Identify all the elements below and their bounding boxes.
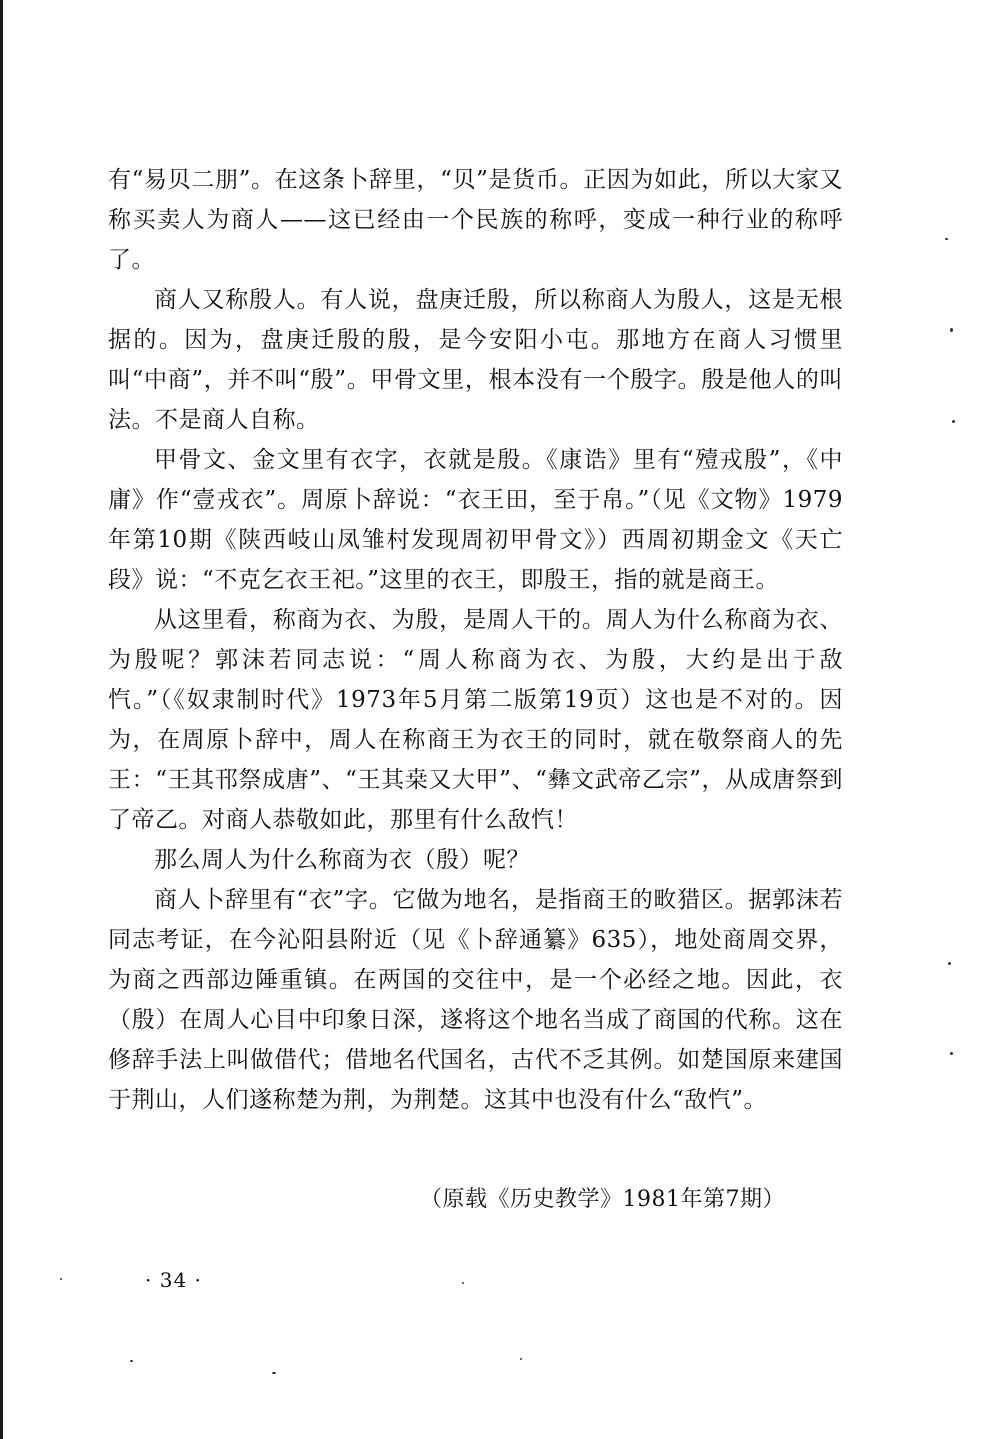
source-note: （原载《历史教学》1981年第7期） xyxy=(420,1187,785,1212)
scan-speck xyxy=(948,962,951,965)
scan-speck xyxy=(950,1052,953,1055)
paragraph-6: 商人卜辞里有“衣”字。它做为地名，是指商王的畋猎区。据郭沫若同志考证，在今沁阳县附近（见《卜辞通纂》635），地处商周交界，为商之西部边陲重镇。在两国的交往中，是一个必经之地。因此，衣（殷）在周人心目中印象日深，遂将这个地名当成了商国的代称。这在修辞手法上叫做借代；借地名代国名，古代不乏其例。如楚国原来建国于荆山，人们遂称楚为荆，为荆楚。这其中也没有什么“敌忾”。 xyxy=(108,887,843,1113)
paragraph-5: 那么周人为什么称商为衣（殷）呢？ xyxy=(154,847,530,873)
page-number: · 34 · xyxy=(145,1268,202,1292)
paragraph-3: 甲骨文、金文里有衣字，衣就是殷。《康诰》里有“殪戎殷”，《中庸》作“壹戎衣”。周原卜辞说：“衣王田，至于帛。”（见《文物》1979年第10期《陕西岐山凤雏村发现周初甲骨文》）西周初期金文《天亡段》说：“不克乞衣王祀。”这里的衣王，即殷王，指的就是商王。 xyxy=(108,447,843,593)
body-text xyxy=(108,160,843,1120)
paragraph-2: 商人又称殷人。有人说，盘庚迁殷，所以称商人为殷人，这是无根据的。因为，盘庚迁殷的殷，是今安阳小屯。那地方在商人习惯里叫“中商”，并不叫“殷”。甲骨文里，根本没有一个殷字。殷是他人的叫法。不是商人自称。 xyxy=(108,287,843,433)
scan-speck xyxy=(60,1278,62,1280)
paragraph-4: 从这里看，称商为衣、为殷，是周人干的。周人为什么称商为衣、为殷呢？郭沫若同志说：“周人称商为衣、为殷，大约是出于敌忾。”（《奴隶制时代》1973年5月第二版第19页）这也是不对的。因为，在周原卜辞中，周人在称商王为衣王的同时，就在敬祭商人的先王：“王其邗祭成唐”、“王其桒又大甲”、“彝文武帝乙宗”，从成唐祭到了帝乙。对商人恭敬如此，那里有什么敌忾！ xyxy=(108,607,843,833)
paragraph-1: 有“易贝二朋”。在这条卜辞里，“贝”是货币。正因为如此，所以大家又称买卖人为商人——这已经由一个民族的称呼，变成一种行业的称呼了。 xyxy=(108,167,843,273)
scan-speck xyxy=(952,420,955,423)
scan-speck xyxy=(520,1358,522,1360)
scan-speck xyxy=(945,238,948,240)
scan-speck xyxy=(272,1372,276,1374)
scan-speck xyxy=(130,1360,133,1362)
scan-speck xyxy=(950,328,953,332)
page-edge xyxy=(0,0,3,1439)
scan-speck xyxy=(462,1282,464,1284)
